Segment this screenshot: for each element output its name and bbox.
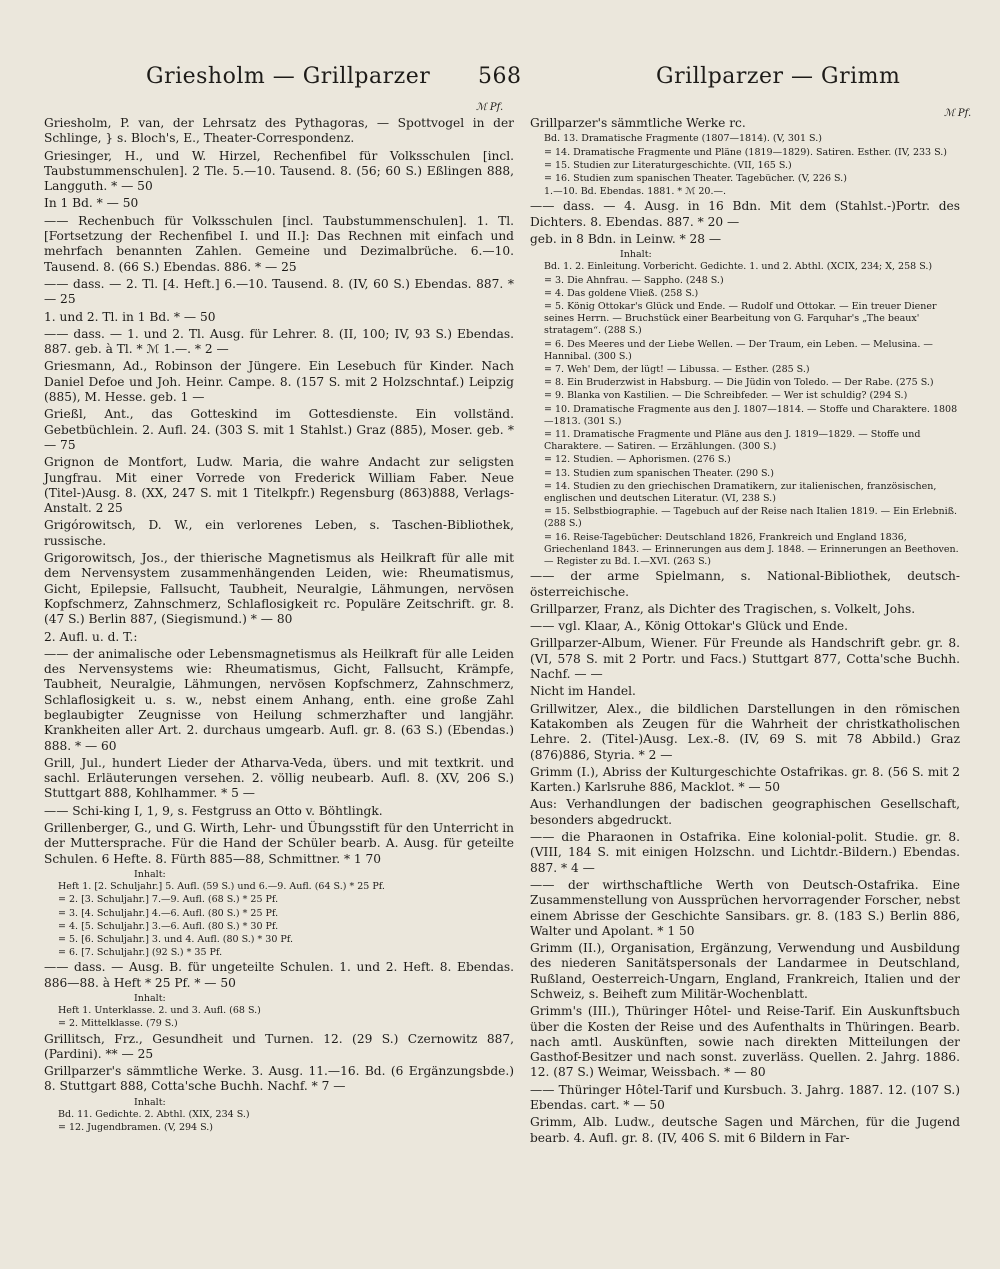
bibliography-entry: —— der animalische oder Lebensmagnetismus als Heilkraft für alle Leiden des Nervensystems wie: Rheumatismus, Gicht, Fallsucht, Krämpfe, Taubheit, Neuralgie, Lähmungen, nervösen Kopfschmerz, Zahnschmerz, Schlaflosigkeit u. s. w., nebst einem Anhang, enth. eine große Zahl beglaubigter Zeugnisse von Heilung schmerzhafter und langjähr. Krankheiten aller Art. 2. durchaus umgearb. Aufl. gr. 8. (63 S.) (Ebendas.) 888. * — 60 bbox=[44, 646, 514, 753]
contents-line: = 4. [5. Schuljahr.] 3.—6. Aufl. (80 S.) * 30 Pf. bbox=[58, 920, 279, 932]
inhalt-label: Inhalt: bbox=[620, 249, 652, 261]
bibliography-entry: Nicht im Handel. bbox=[530, 684, 636, 699]
contents-line: Bd. 11. Gedichte. 2. Abthl. (XIX, 234 S.) bbox=[58, 1108, 250, 1120]
bibliography-entry: Grill, Jul., hundert Lieder der Atharva-Veda, übers. und mit textkrit. und sachl. Erläuterungen versehen. 2. völlig neubearb. Aufl. 8. (XV, 206 S.) Stuttgart 888, Kohlhammer. * 5 — bbox=[44, 755, 514, 801]
contents-line: = 16. Reise-Tagebücher: Deutschland 1826, Frankreich und England 1836, Griechenland 1843. — Erinnerungen aus dem J. 1848. — Erinnerungen an Beethoven. — Register zu Bd. I.—XVI. (263 S.) bbox=[544, 531, 959, 568]
bibliography-entry: —— der arme Spielmann, s. National-Bibliothek, deutsch-österreichische. bbox=[530, 569, 960, 599]
inhalt-label: Inhalt: bbox=[134, 992, 166, 1004]
bibliography-entry: Griesmann, Ad., Robinson der Jüngere. Ein Lesebuch für Kinder. Nach Daniel Defoe und Joh. Heinr. Campe. 8. (157 S. mit 2 Holzschntaf.) Leipzig (885), M. Hesse. geb. 1 — bbox=[44, 359, 514, 405]
contents-line: = 12. Studien. — Aphorismen. (276 S.) bbox=[544, 454, 731, 466]
contents-line: = 9. Blanka von Kastilien. — Die Schreibfeder. — Wer ist schuldig? (294 S.) bbox=[544, 390, 908, 402]
bibliography-entry: Grigorowitsch, Jos., der thierische Magnetismus als Heilkraft für alle mit dem Nervensystem zusammenhängenden Leiden, wie: Rheumatismus, Gicht, Epilepsie, Fallsucht, Taubheit, Neuralgie, Lähmungen, nervösen Kopfschmerz, Zahnschmerz, Schlaflosigkeit rc. Populäre Zeitschrift. gr. 8. (47 S.) Berlin 887, (Siegismund.) * — 80 bbox=[44, 551, 514, 627]
contents-line: = 5. König Ottokar's Glück und Ende. — Rudolf und Ottokar. — Ein treuer Diener seines Herrn. — Bruchstück einer Bearbeitung von G. Farquhar's „The beaux' stratagem“. (288 S.) bbox=[544, 301, 937, 337]
entry-heading: Grillparzer's sämmtliche Werke rc. bbox=[530, 116, 746, 130]
bibliography-entry: Grimm, Alb. Ludw., deutsche Sagen und Märchen, für die Jugend bearb. 4. Aufl. gr. 8. (IV, 406 S. mit 6 Bildern in Far- bbox=[530, 1115, 960, 1145]
bibliography-entry: Aus: Verhandlungen der badischen geographischen Gesellschaft, besonders abgedruckt. bbox=[530, 797, 960, 827]
bibliography-entry: Griesholm, P. van, der Lehrsatz des Pythagoras, — Spottvogel in der Schlinge, } s. Bloch's, E., Theater-Correspondenz. bbox=[44, 116, 514, 146]
bibliography-entry: —— Schi-king I, 1, 9, s. Festgruss an Otto v. Böhtlingk. bbox=[44, 803, 383, 818]
contents-line: = 14. Dramatische Fragmente und Pläne (1819—1829). Satiren. Esther. (IV, 233 S.) bbox=[544, 146, 947, 158]
bibliography-entry: Grimm (I.), Abriss der Kulturgeschichte Ostafrikas. gr. 8. (56 S. mit 2 Karten.) Karlsruhe 886, Macklot. * — 50 bbox=[530, 764, 960, 795]
bibliography-entry: —— der wirthschaftliche Werth von Deutsch-Ostafrika. Eine Zusammenstellung von Aussprüchen hervorragender Forscher, nebst einem Abrisse der Geschichte Sansibars. gr. 8. (183 S.) Berlin 886, Walter und Apolant. * 1 50 bbox=[530, 877, 960, 938]
inhalt-label: Inhalt: bbox=[134, 1096, 166, 1108]
contents-line: = 3. [4. Schuljahr.] 4.—6. Aufl. (80 S.) * 25 Pf. bbox=[58, 907, 279, 919]
contents-line: Bd. 13. Dramatische Fragmente (1807—1814). (V, 301 S.) bbox=[544, 133, 822, 145]
page-number: 568 bbox=[478, 64, 522, 89]
contents-line: = 2. Mittelklasse. (79 S.) bbox=[58, 1018, 178, 1030]
bibliography-entry: Grignon de Montfort, Ludw. Maria, die wahre Andacht zur seligsten Jungfrau. Mit einer Vorrede von Frederick William Faber. Neue (Titel-)Ausg. 8. (XX, 247 S. mit 1 Titelkpfr.) Regensburg (863)888, Verlags-Anstalt. 2 25 bbox=[44, 455, 514, 516]
contents-line: = 11. Dramatische Fragmente und Pläne aus den J. 1819—1829. — Stoffe und Charaktere. — Satiren. — Erzählungen. (300 S.) bbox=[544, 429, 921, 453]
contents-line: = 7. Weh' Dem, der lügt! — Libussa. — Esther. (285 S.) bbox=[544, 364, 810, 376]
contents-line: = 10. Dramatische Fragmente aus den J. 1807—1814. — Stoffe und Charaktere. 1808—1813. (301 S.) bbox=[544, 403, 958, 427]
left-column bbox=[44, 116, 514, 1135]
inhalt-label: Inhalt: bbox=[134, 868, 166, 880]
contents-line: 1.—10. Bd. Ebendas. 1881. * ℳ 20.—. bbox=[544, 186, 727, 198]
bibliography-entry: 2. Aufl. u. d. T.: bbox=[44, 629, 138, 644]
bibliography-entry: Grießl, Ant., das Gotteskind im Gottesdienste. Ein vollständ. Gebetbüchlein. 2. Aufl. 24. (303 S. mit 1 Stahlst.) Graz (885), Moser. geb. * — 75 bbox=[44, 407, 514, 452]
header-right-title: Grillparzer — Grimm bbox=[656, 64, 901, 89]
contents-line: = 15. Studien zur Literaturgeschichte. (VII, 165 S.) bbox=[544, 159, 792, 171]
bibliography-entry: —— dass. — 4. Ausg. in 16 Bdn. Mit dem (Stahlst.-)Portr. des Dichters. 8. Ebendas. 887. * 20 — bbox=[530, 199, 960, 229]
contents-line: = 6. [7. Schuljahr.] (92 S.) * 35 Pf. bbox=[58, 947, 223, 959]
contents-line: = 12. Jugendbramen. (V, 294 S.) bbox=[58, 1122, 214, 1134]
contents-line: = 14. Studien zu den griechischen Dramatikern, zur italienischen, französischen, englischen und deutschen Literatur. (VI, 238 S.) bbox=[544, 480, 937, 505]
header-left-title: Griesholm — Grillparzer bbox=[146, 64, 431, 89]
contents-line: = 4. Das goldene Vließ. (258 S.) bbox=[544, 287, 699, 299]
currency-heading-left: ℳ Pf. bbox=[476, 102, 504, 113]
contents-line: = 8. Ein Bruderzwist in Habsburg. — Die Jüdin von Toledo. — Der Rabe. (275 S.) bbox=[544, 377, 934, 389]
bibliography-entry: Grimm's (III.), Thüringer Hôtel- und Reise-Tarif. Ein Auskunftsbuch über die Kosten der Reise und des Aufenthalts in Thüringen. Bearb. nach amtl. Auskünften, sowie nach direkten Mitteilungen der Gasthof-Besitzer und nach sonst. zuverläss. Quellen. 2. Jahrg. 1886. 12. (87 S.) Weimar, Weissbach. * — 80 bbox=[530, 1004, 960, 1080]
bibliography-entry: —— Rechenbuch für Volksschulen [incl. Taubstummenschulen]. 1. Tl. [Fortsetzung der Rechenfibel I. und II.]: Das Rechnen mit einfach und mehrfach benannten Zahlen. Gemeine und Dezimalbrüche. 6.—10. Tausend. 8. (66 S.) Ebendas. 886. * — 25 bbox=[44, 213, 514, 274]
bibliography-entry: —— dass. — 2. Tl. [4. Heft.] 6.—10. Tausend. 8. (IV, 60 S.) Ebendas. 887. * — 25 bbox=[44, 276, 514, 307]
bibliography-entry: —— vgl. Klaar, A., König Ottokar's Glück und Ende. bbox=[530, 619, 848, 634]
currency-heading-right: ℳ Pf. bbox=[944, 108, 972, 119]
contents-line: = 6. Des Meeres und der Liebe Wellen. — Der Traum, ein Leben. — Melusina. — Hannibal. (300 S.) bbox=[544, 338, 933, 362]
bibliography-entry: geb. in 8 Bdn. in Leinw. * 28 — bbox=[530, 231, 722, 246]
bibliography-entry: In 1 Bd. * — 50 bbox=[44, 196, 139, 211]
right-column bbox=[530, 116, 960, 1148]
contents-line: Heft 1. [2. Schuljahr.] 5. Aufl. (59 S.) und 6.—9. Aufl. (64 S.) * 25 Pf. bbox=[58, 881, 385, 893]
contents-line: Heft 1. Unterklasse. 2. und 3. Aufl. (68 S.) bbox=[58, 1005, 261, 1017]
bibliography-entry: —— dass. — Ausg. B. für ungeteilte Schulen. 1. und 2. Heft. 8. Ebendas. 886—88. à Heft * 25 Pf. * — 50 bbox=[44, 960, 514, 990]
bibliography-entry: Grillenberger, G., und G. Wirth, Lehr- und Übungsstift für den Unterricht in der Muttersprache. Für die Hand der Schüler bearb. A. Ausg. für geteilte Schulen. 6 Hefte. 8. Fürth 885—88, Schmittner. * 1 70 bbox=[44, 821, 514, 866]
contents-line: = 13. Studien zum spanischen Theater. (290 S.) bbox=[544, 467, 774, 479]
bibliography-entry: Grillparzer's sämmtliche Werke. 3. Ausg. 11.—16. Bd. (6 Ergänzungsbde.) 8. Stuttgart 888, Cotta'sche Buchh. Nachf. * 7 — bbox=[44, 1064, 514, 1094]
bibliography-entry: Grillparzer, Franz, als Dichter des Tragischen, s. Volkelt, Johs. bbox=[530, 601, 916, 616]
bibliography-entry: Grigórowitsch, D. W., ein verlorenes Leben, s. Taschen-Bibliothek, russische. bbox=[44, 518, 514, 548]
bibliography-entry: Grillparzer-Album, Wiener. Für Freunde als Handschrift gebr. gr. 8. (VI, 578 S. mit 2 Portr. und Facs.) Stuttgart 877, Cotta'sche Buchh. Nachf. — — bbox=[530, 636, 960, 682]
contents-line: = 3. Die Ahnfrau. — Sappho. (248 S.) bbox=[544, 274, 724, 286]
contents-line: Bd. 1. 2. Einleitung. Vorbericht. Gedichte. 1. und 2. Abthl. (XCIX, 234; X, 258 S.) bbox=[544, 261, 933, 273]
contents-line: = 16. Studien zum spanischen Theater. Tagebücher. (V, 226 S.) bbox=[544, 172, 847, 184]
bibliography-entry: 1. und 2. Tl. in 1 Bd. * — 50 bbox=[44, 309, 216, 324]
bibliography-entry: —— dass. — 1. und 2. Tl. Ausg. für Lehrer. 8. (II, 100; IV, 93 S.) Ebendas. 887. geb. à Tl. * ℳ 1.—. * 2 — bbox=[44, 326, 514, 357]
bibliography-entry: Grillwitzer, Alex., die bildlichen Darstellungen in den römischen Katakomben als Zeugen für die Wahrheit der christkatholischen Lehre. 2. (Titel-)Ausg. Lex.-8. (IV, 69 S. mit 78 Abbild.) Graz (876)886, Styria. * 2 — bbox=[530, 701, 960, 762]
bibliography-entry: Grillitsch, Frz., Gesundheit und Turnen. 12. (29 S.) Czernowitz 887, (Pardini). ** — 25 bbox=[44, 1031, 514, 1061]
bibliography-entry: Grimm (II.), Organisation, Ergänzung, Verwendung und Ausbildung des niederen Sanitätspersonals der Landarmee in Deutschland, Rußland, Oesterreich-Ungarn, England, Frankreich, Italien und der Schweiz, s. Beiheft zum Militär-Wochenblatt. bbox=[530, 941, 960, 1001]
bibliography-entry: Griesinger, H., und W. Hirzel, Rechenfibel für Volksschulen [incl. Taubstummenschulen]. 2 Tle. 5.—10. Tausend. 8. (56; 60 S.) Eßlingen 888, Langguth. * — 50 bbox=[44, 148, 514, 194]
contents-line: = 5. [6. Schuljahr.] 3. und 4. Aufl. (80 S.) * 30 Pf. bbox=[58, 933, 293, 945]
bibliography-entry: —— die Pharaonen in Ostafrika. Eine kolonial-polit. Studie. gr. 8. (VIII, 184 S. mit einigen Holzschn. und Lichtdr.-Bildern.) Ebendas. 887. * 4 — bbox=[530, 830, 960, 875]
bibliography-entry: —— Thüringer Hôtel-Tarif und Kursbuch. 3. Jahrg. 1887. 12. (107 S.) Ebendas. cart. * — 50 bbox=[530, 1082, 960, 1113]
contents-line: = 2. [3. Schuljahr.] 7.—9. Aufl. (68 S.) * 25 Pf. bbox=[58, 894, 279, 906]
contents-line: = 15. Selbstbiographie. — Tagebuch auf der Reise nach Italien 1819. — Ein Erlebniß. (288 S.) bbox=[544, 506, 958, 530]
